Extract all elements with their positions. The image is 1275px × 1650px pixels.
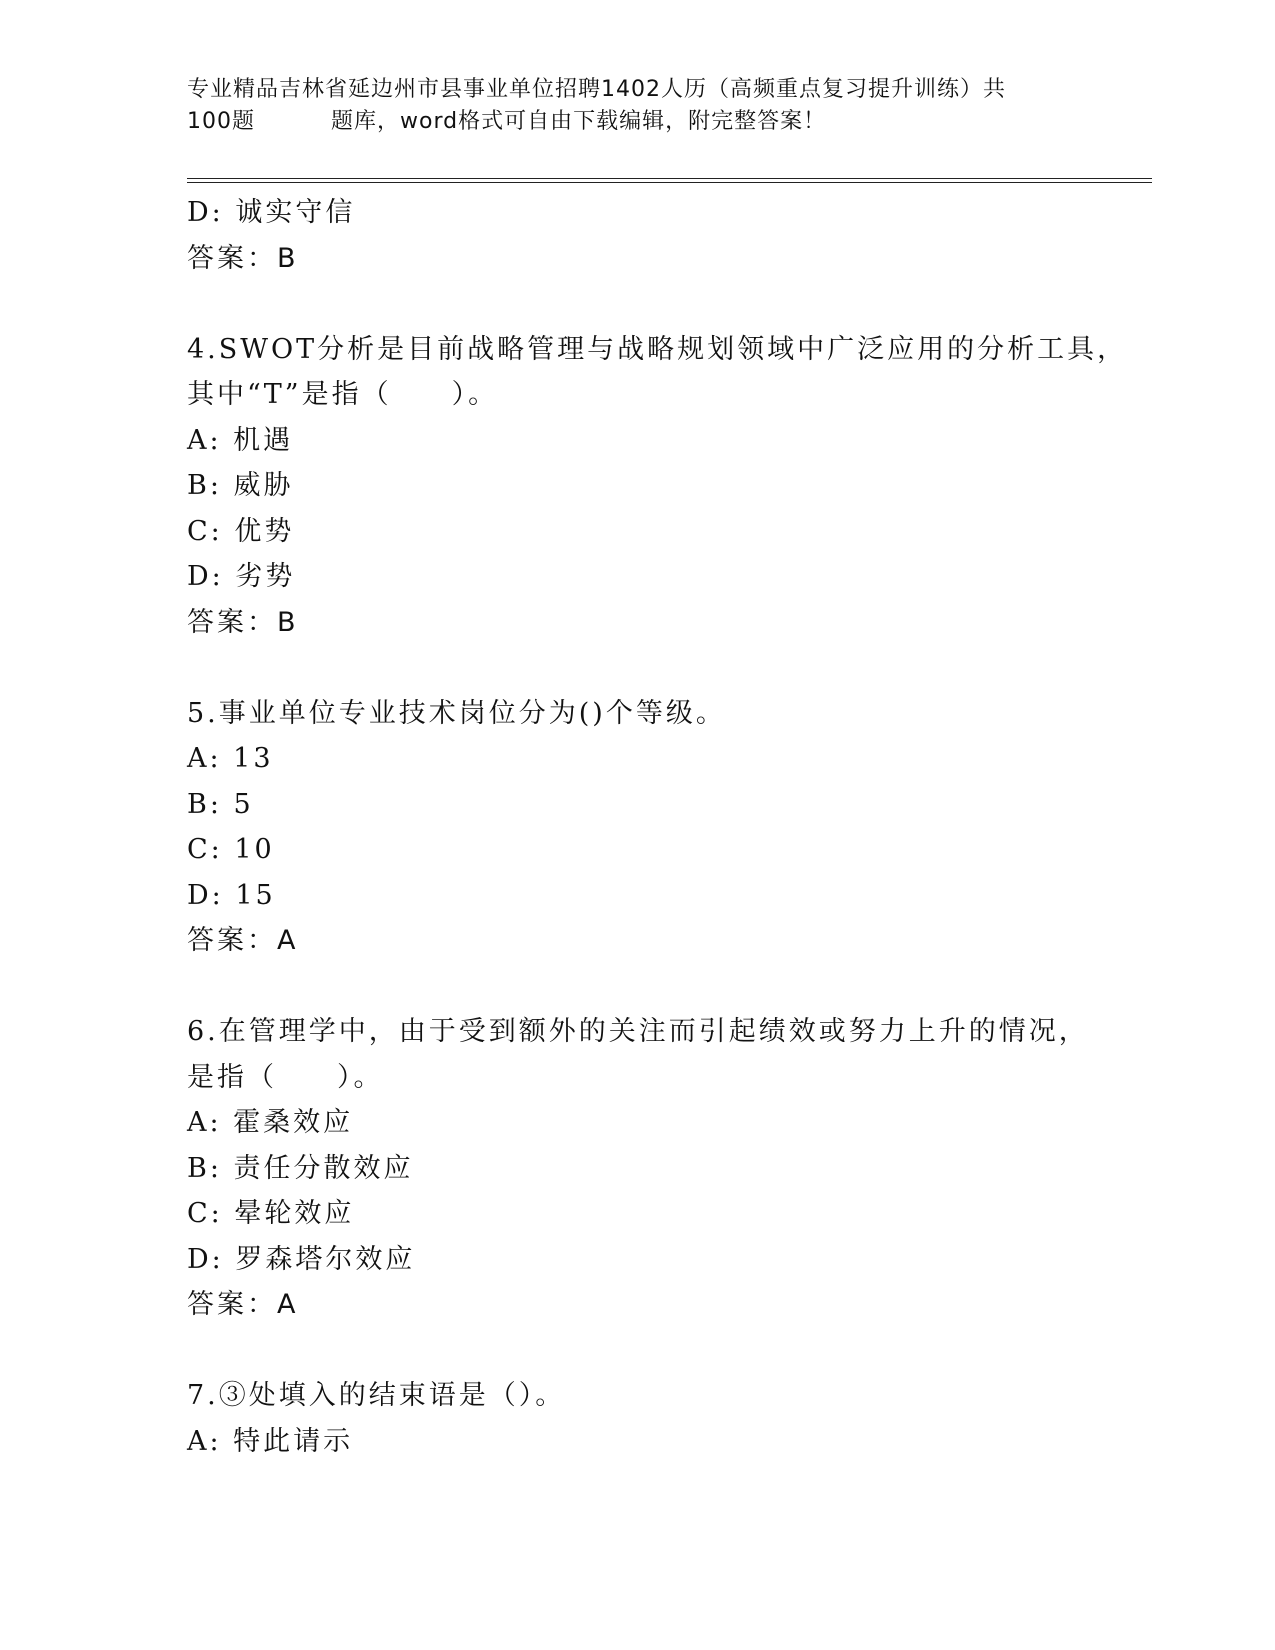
option-a: A: 13 xyxy=(187,743,274,774)
question-stem: 5.事业单位专业技术岗位分为()个等级。 xyxy=(187,697,726,729)
question-stem: 6.在管理学中，由于受到额外的关注而引起绩效或努力上升的情况， xyxy=(187,1016,1089,1047)
question-6 xyxy=(187,1009,1147,1328)
answer: 答案：B xyxy=(187,242,299,274)
option-d: D: 15 xyxy=(187,879,276,911)
option-b: B: 威胁 xyxy=(187,470,294,501)
header-count: 100题 xyxy=(187,109,255,134)
option-b: B: 责任分散效应 xyxy=(187,1152,414,1184)
header-line-2 xyxy=(187,106,1087,138)
question-stem-continued: 其中“T”是指（ ）。 xyxy=(187,379,499,410)
option-d: D: 罗森塔尔效应 xyxy=(187,1243,416,1275)
option-c: C: 10 xyxy=(187,834,275,865)
question-list xyxy=(187,190,1147,1464)
page-header xyxy=(187,74,1087,138)
question-4 xyxy=(187,327,1147,646)
header-line-1: 专业精品吉林省延边州市县事业单位招聘1402人历（高频重点复习提升训练）共 xyxy=(187,77,1006,102)
option-b: B: 5 xyxy=(187,788,254,820)
answer: 答案：A xyxy=(187,925,299,956)
answer: 答案：A xyxy=(187,1289,299,1320)
option-a: A: 霍桑效应 xyxy=(187,1107,354,1138)
answer: 答案：B xyxy=(187,606,299,638)
question-stem: 7.③处填入的结束语是（）。 xyxy=(187,1380,566,1411)
option-d: D: 劣势 xyxy=(187,561,296,592)
question-stem: 4.SWOT分析是目前战略管理与战略规划领域中广泛应用的分析工具， xyxy=(187,333,1128,365)
option-c: C: 晕轮效应 xyxy=(187,1198,355,1229)
question-5 xyxy=(187,691,1147,964)
option-a: A: 特此请示 xyxy=(187,1425,354,1457)
question-7 xyxy=(187,1373,1147,1464)
option-d: D: 诚实守信 xyxy=(187,197,356,228)
header-description: 题库，word格式可自由下载编辑，附完整答案！ xyxy=(331,109,827,134)
header-divider xyxy=(187,178,1152,183)
question-stem-continued: 是指（ ）。 xyxy=(187,1061,384,1093)
option-a: A: 机遇 xyxy=(187,424,294,456)
option-c: C: 优势 xyxy=(187,515,295,547)
